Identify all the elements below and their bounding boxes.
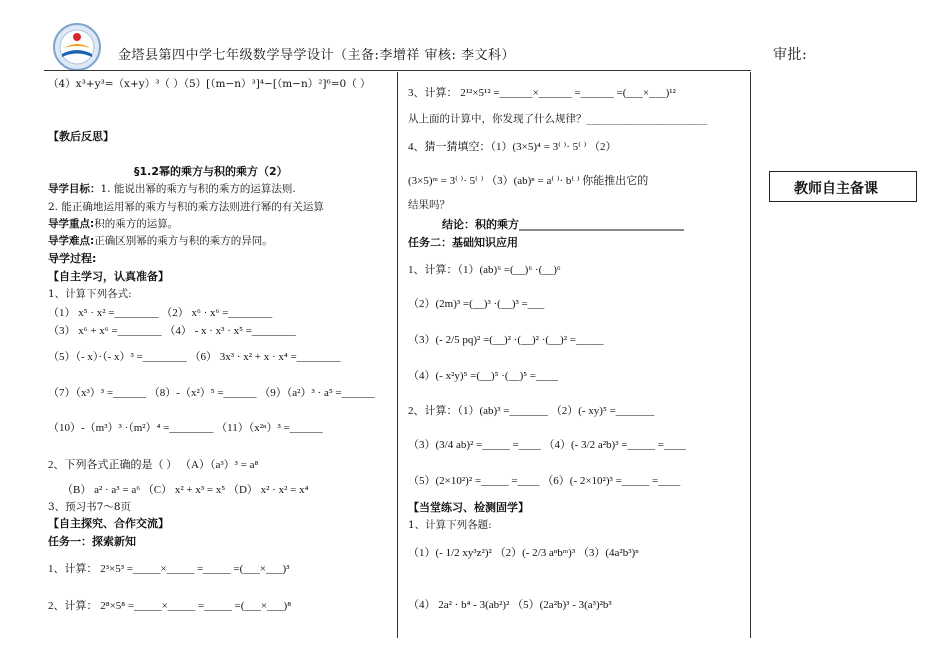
guess-line-2: (3×5)ᵐ = 3⁽ ⁾· 5⁽ ⁾ （3）(ab)ⁿ = a⁽ ⁾· b⁽ ⁾ 你能推出它的 xyxy=(408,175,649,187)
r2-row: （3）(3/4 ab)² =_____ =____ （4）(- 3/2 a²b)³ =_____ =____ xyxy=(408,439,686,451)
goal-2: 2. 能正确地运用幂的乘方与积的乘方法则进行幂的有关运算 xyxy=(48,201,324,213)
q2-text: 2、下列各式正确的是（ ） （A）（a³）³ = a⁸ xyxy=(48,459,259,471)
practice-q1: 1、计算下列各题: xyxy=(408,519,492,531)
guess-line: 4、猜一猜填空：（1）(3×5)⁴ = 3⁽ ⁾· 5⁽ ⁾ （2） xyxy=(408,141,617,153)
q1-row: （10）-（m³）³ ·（m²）⁴ =________ （11）（x²ⁿ）³ =______ xyxy=(48,422,323,434)
discover-line: 从上面的计算中，你发现了什么规律？_______________________ xyxy=(408,113,708,125)
r2-row: 2、计算：（1）(ab)³ =_______ （2）(- xy)⁵ =_______ xyxy=(408,405,655,417)
teacher-prep-label: 教师自主备课 xyxy=(794,181,878,197)
calc2: 2、计算： 2⁸×5⁸ =_____×_____ =_____ =(___×___)⁸ xyxy=(48,600,292,612)
self-study-heading: 【自主学习，认真准备】 xyxy=(48,270,169,283)
guess-line-3: 结果吗？ xyxy=(408,199,450,211)
goal-label: 导学目标： xyxy=(48,183,101,195)
reflection-heading: 【教后反思】 xyxy=(48,130,114,143)
difficulty-text: 正确区别幂的乘方与积的乘方的异同。 xyxy=(94,235,273,247)
key-text: 积的乘方的运算。 xyxy=(94,218,179,230)
key-line xyxy=(48,216,178,231)
difficulty-line xyxy=(48,233,273,248)
header-rule xyxy=(44,70,751,71)
section-title: §1.2幂的乘方与积的乘方（2） xyxy=(134,165,288,178)
q1-label: 1、计算下列各式: xyxy=(48,288,132,300)
q1-row: （1） x⁵ · x² =________ （2） x⁶ · x⁶ =________ xyxy=(48,307,273,319)
q1-row: （5）（- x）·（- x）³ =________ （6） 3x³ · x² + x · x⁴ =________ xyxy=(48,351,341,363)
column-divider xyxy=(397,72,398,638)
q1-row: （7）（x³）³ =______ （8）-（x²）⁵ =______ （9）（a²）³ · a⁵ =______ xyxy=(48,387,375,399)
calc1: 1、计算： 2³×5³ =_____×_____ =_____ =(___×___)³ xyxy=(48,563,290,575)
task2-heading: 任务二：基础知识应用 xyxy=(408,236,518,249)
r1-row: （3）(- 2/5 pq)² =(__)² ·(__)² ·(__)² =_____ xyxy=(408,334,604,346)
r2-row: （5）(2×10²)² =_____ =____ （6）(- 2×10²)³ =_____ =____ xyxy=(408,475,681,487)
explore-heading: 【自主探究、合作交流】 xyxy=(48,517,169,530)
teacher-prep-box xyxy=(769,171,917,202)
difficulty-label: 导学难点: xyxy=(48,235,95,247)
top-question-line: （4）x³+y³=（x+y）³（ ）（5）[（m−n）³]⁴−[（m−n）²]⁶=0（ ） xyxy=(48,78,371,90)
practice-row-2: （4） 2a² · b⁴ - 3(ab²)² （5）(2a²b)³ - 3(a³)²b³ xyxy=(408,599,612,611)
page-header-title: 金塔县第四中学七年级数学导学设计（主备:李增祥 审核: 李文科） xyxy=(118,48,516,63)
q2-options: （B） a² · a³ = a⁶ （C） x² + x³ = x⁵ （D） x² · x² = x⁴ xyxy=(62,484,309,496)
r1-row: 1、计算：（1）(ab)⁶ =(__)⁶ ·(__)⁶ xyxy=(408,264,561,276)
margin-divider xyxy=(750,72,751,638)
conclusion-line: 结论：积的乘方______________________________ xyxy=(442,218,684,231)
practice-row-1: （1）(- 1/2 xy³z²)² （2）(- 2/3 aⁿbᵐ)³ （3）(4a²b³)ⁿ xyxy=(408,547,639,559)
school-logo xyxy=(52,22,102,72)
calc3: 3、计算： 2¹²×5¹² =______×______ =______ =(___×___)¹² xyxy=(408,87,676,99)
goal-line xyxy=(48,181,296,196)
task1-heading: 任务一：探索新知 xyxy=(48,535,136,548)
approval-label: 审批: xyxy=(773,47,808,63)
r1-row: （4）(- x²y)⁵ =(__)⁵ ·(__)⁵ =____ xyxy=(408,370,559,382)
practice-heading: 【当堂练习、检测固学】 xyxy=(408,501,529,514)
process-label: 导学过程: xyxy=(48,252,97,265)
goal-1: 1. 能说出幂的乘方与积的乘方的运算法则. xyxy=(100,183,296,195)
q1-row: （3） x⁶ + x⁶ =________ （4） - x · x³ · x⁵ =________ xyxy=(48,325,296,337)
q3-text: 3、预习书7～8页 xyxy=(48,501,132,513)
r1-row: （2）(2m)³ =(__)³ ·(__)³ =___ xyxy=(408,298,545,310)
key-label: 导学重点: xyxy=(48,218,95,230)
